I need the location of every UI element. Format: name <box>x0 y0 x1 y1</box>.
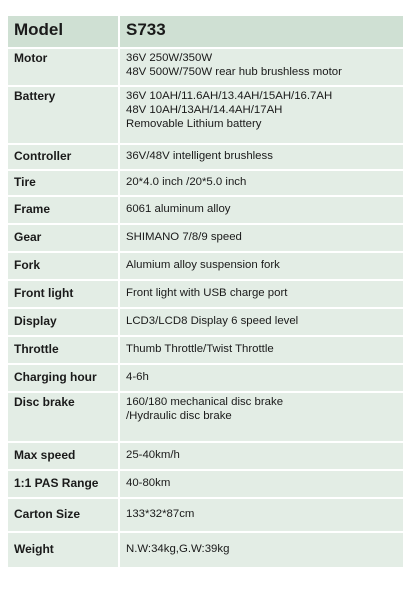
model-value: S733 <box>120 16 403 47</box>
spec-label: Display <box>8 309 120 335</box>
spec-value-line: 4-6h <box>126 371 149 383</box>
spec-label: Fork <box>8 253 120 279</box>
spec-label: Disc brake <box>8 393 120 441</box>
spec-value <box>120 393 403 441</box>
spec-label: Tire <box>8 171 120 195</box>
spec-value <box>120 281 403 307</box>
spec-label: Battery <box>8 87 120 143</box>
spec-value-line: 133*32*87cm <box>126 508 195 520</box>
spec-label: Charging hour <box>8 365 120 391</box>
spec-value-line: 20*4.0 inch /20*5.0 inch <box>126 176 247 188</box>
spec-value <box>120 499 403 531</box>
spec-value <box>120 225 403 251</box>
spec-label: Throttle <box>8 337 120 363</box>
spec-value <box>120 197 403 223</box>
spec-table <box>8 14 403 569</box>
spec-value <box>120 253 403 279</box>
table-row <box>8 49 403 85</box>
table-row <box>8 225 403 251</box>
spec-value-line: Thumb Throttle/Twist Throttle <box>126 343 274 355</box>
spec-label: Motor <box>8 49 120 85</box>
spec-label: Controller <box>8 145 120 169</box>
spec-value <box>120 309 403 335</box>
spec-value <box>120 337 403 363</box>
spec-value <box>120 171 403 195</box>
spec-value-line: Removable Lithium battery <box>126 118 262 130</box>
spec-label: 1:1 PAS Range <box>8 471 120 497</box>
spec-value-line: 36V/48V intelligent brushless <box>126 150 273 162</box>
spec-value <box>120 533 403 567</box>
table-row <box>8 471 403 497</box>
spec-label: Frame <box>8 197 120 223</box>
table-row <box>8 87 403 143</box>
table-row <box>8 253 403 279</box>
spec-value-line: LCD3/LCD8 Display 6 speed level <box>126 315 299 327</box>
spec-label: Front light <box>8 281 120 307</box>
spec-value-line: 48V 500W/750W rear hub brushless motor <box>126 66 342 78</box>
table-row <box>8 145 403 169</box>
spec-value-line: 6061 aluminum alloy <box>126 203 231 215</box>
spec-value-line: 36V 250W/350W <box>126 52 213 64</box>
table-header-row <box>8 16 403 47</box>
table-row <box>8 337 403 363</box>
table-row <box>8 443 403 469</box>
spec-value-line: 36V 10AH/11.6AH/13.4AH/15AH/16.7AH <box>126 90 333 102</box>
spec-value-line: SHIMANO 7/8/9 speed <box>126 231 242 243</box>
table-row <box>8 365 403 391</box>
table-row <box>8 281 403 307</box>
spec-label: Max speed <box>8 443 120 469</box>
spec-value <box>120 145 403 169</box>
table-row <box>8 171 403 195</box>
table-row <box>8 309 403 335</box>
spec-value <box>120 471 403 497</box>
table-row <box>8 197 403 223</box>
spec-value-line: 160/180 mechanical disc brake <box>126 396 284 408</box>
spec-value-line: 40-80km <box>126 477 171 489</box>
spec-value <box>120 49 403 85</box>
spec-value-line: Front light with USB charge port <box>126 287 288 299</box>
spec-label: Carton Size <box>8 499 120 531</box>
spec-value <box>120 365 403 391</box>
spec-value <box>120 87 403 143</box>
model-label: Model <box>8 16 120 47</box>
table-row <box>8 499 403 531</box>
spec-value-line: 48V 10AH/13AH/14.4AH/17AH <box>126 104 283 116</box>
spec-label: Weight <box>8 533 120 567</box>
spec-value <box>120 443 403 469</box>
spec-value-line: 25-40km/h <box>126 449 180 461</box>
spec-value-line: Alumium alloy suspension fork <box>126 259 280 271</box>
spec-value-line: N.W:34kg,G.W:39kg <box>126 543 230 555</box>
table-row <box>8 393 403 441</box>
spec-value-line: /Hydraulic disc brake <box>126 410 232 422</box>
table-row <box>8 533 403 567</box>
spec-label: Gear <box>8 225 120 251</box>
